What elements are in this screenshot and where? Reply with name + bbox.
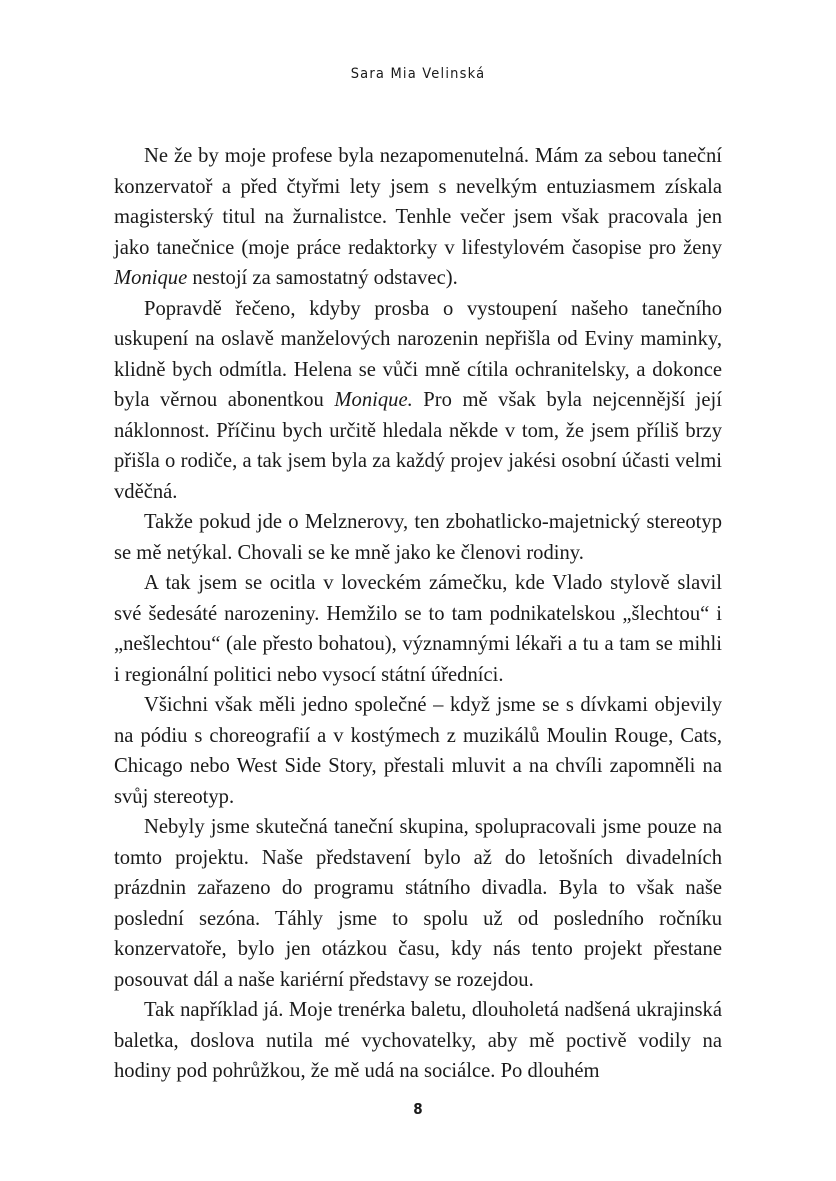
paragraph: Takže pokud jde o Melznerovy, ten zbohatlicko-majetnický stereotyp se mě netýkal. Chovali se ke mně jako ke členovi rodiny. (114, 511, 722, 564)
paragraph: A tak jsem se ocitla v loveckém zámečku, kde Vlado stylově slavil své šedesáté narozeniny. Hemžilo se to tam podnikatelskou „šlechtou“ i „nešlechtou“ (ale přesto bohatou), významnými lékaři a tu a tam se mihli i regionální politici nebo vysocí státní úředníci. (114, 572, 722, 686)
paragraph: Ne že by moje profese byla nezapomenutelná. Mám za sebou taneční konzervatoř a před čtyřmi lety jsem s nevelkým entuziasmem získala magisterský titul na žurnalistce. Tenhle večer jsem však pracovala jen jako tanečnice (moje práce redaktorky v lifestylovém časopise pro ženy Monique nestojí za samostatný odstavec). (114, 145, 722, 289)
page-number: 8 (413, 1100, 423, 1118)
paragraph: Všichni však měli jedno společné – když jsme se s dívkami objevily na pódiu s choreografií a v kostýmech z muzikálů Moulin Rouge, Cats, Chicago nebo West Side Story, přestali mluvit a na chvíli zapomněli na svůj stereotyp. (114, 694, 722, 808)
magazine-title: Monique (114, 267, 188, 289)
paragraph: Tak například já. Moje trenérka baletu, dlouholetá nadšená ukrajinská baletka, doslova nutila mé vychovatelky, aby mě poctivě vodily na hodiny pod pohrůžkou, že mě udá na sociálce. Po dlouhém (114, 999, 722, 1082)
running-header-author: Sara Mia Velinská (350, 66, 486, 82)
paragraph: Nebyly jsme skutečná taneční skupina, spolupracovali jsme pouze na tomto projektu. Naše představení bylo až do letošních divadelních prázdnin zařazeno do programu státního divadla. Byla to však naše poslední sezóna. Táhly jsme to spolu už od posledního ročníku konzervatoře, bylo jen otázkou času, kdy nás tento projekt přestane posouvat dál a naše kariérní představy se rozejdou. (114, 816, 722, 991)
paragraph: Popravdě řečeno, kdyby prosba o vystoupení našeho tanečního uskupení na oslavě manželových narozenin nepřišla od Eviny maminky, klidně bych odmítla. Helena se vůči mně cítila ochranitelsky, a dokonce byla věrnou abonentkou Monique. Pro mě však byla nejcennější její náklonnost. Příčinu bych určitě hledala někde v tom, že jsem příliš brzy přišla o rodiče, a tak jsem byla za každý projev jakési osobní účasti velmi vděčná. (114, 297, 722, 503)
body-text (114, 141, 722, 1087)
magazine-title: Monique. (334, 389, 413, 411)
